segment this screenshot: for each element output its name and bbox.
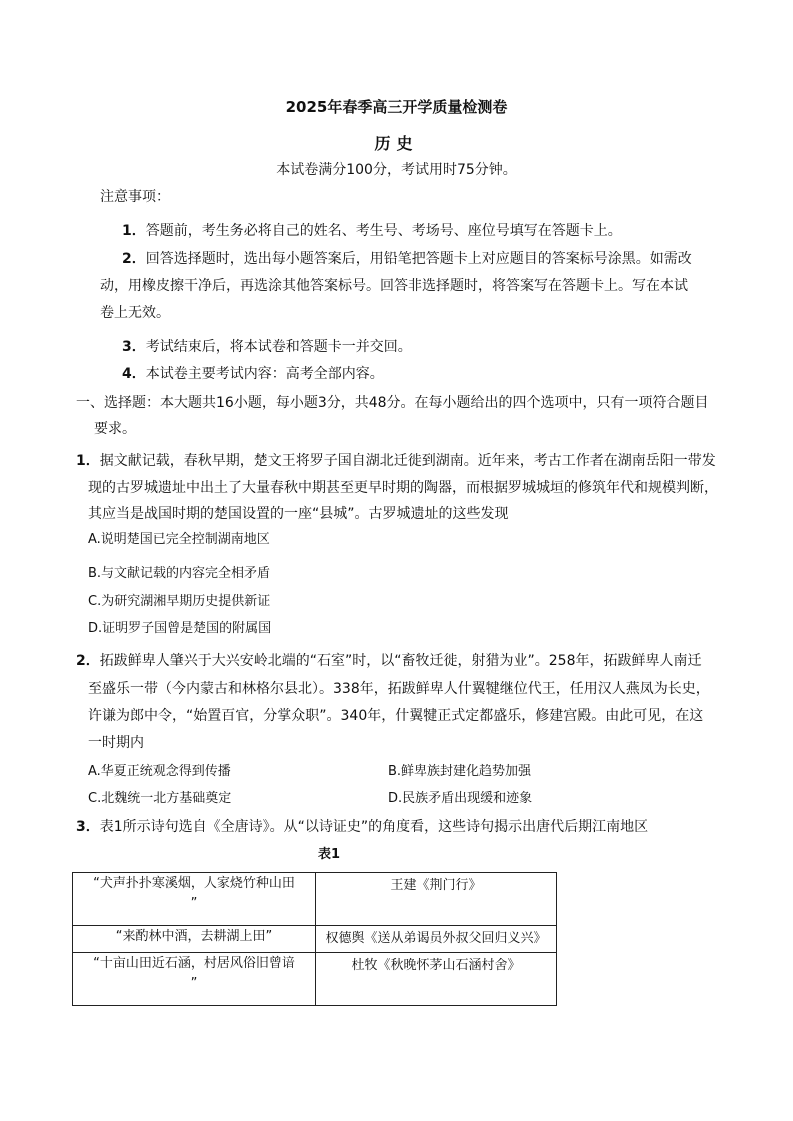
table-row — [73, 873, 557, 926]
section-heading: 一、选择题：本大题共16小题，每小题3分，共48分。在每小题给出的四个选项中，只有一项符合题目 — [76, 395, 709, 411]
question-1-line-2: 现的古罗城遗址中出土了大量春秋中期甚至更早时期的陶器，而根据罗城城垣的修筑年代和规模判断， — [88, 480, 718, 496]
notice-heading: 注意事项： — [100, 189, 170, 205]
question-1 — [76, 451, 716, 471]
poem-cell: “十亩山田近石涵，村居风俗旧曾谙 ” — [73, 953, 316, 1006]
notice-item-number: 3． — [122, 339, 146, 355]
poem-cell: “犬声扑扑寒溪烟，人家烧竹种山田 ” — [73, 873, 316, 926]
notice-item-1 — [122, 221, 622, 241]
table-row — [73, 953, 557, 1006]
question-1-line-3: 其应当是战国时期的楚国设置的一座“县城”。古罗城遗址的这些发现 — [88, 506, 509, 522]
q2-option-a[interactable]: A.华夏正统观念得到传播 — [88, 764, 231, 779]
notice-item-2-line-2: 动，用橡皮擦干净后，再选涂其他答案标号。回答非选择题时，将答案写在答题卡上。写在本试 — [100, 278, 688, 294]
source-cell: 权德舆《送从弟谒员外叔父回归义兴》 — [316, 926, 557, 953]
section-heading-line-2: 要求。 — [94, 421, 136, 437]
source-cell: 杜牧《秋晚怀茅山石涵村舍》 — [316, 953, 557, 1006]
question-text: 拓跋鲜卑人肇兴于大兴安岭北端的“石室”时，以“畜牧迁徙，射猎为业”。258年，拓跋鲜卑人南迁 — [99, 653, 702, 669]
notice-item-2-line-3: 卷上无效。 — [100, 305, 170, 321]
question-3 — [76, 817, 648, 837]
q1-option-c[interactable]: C.为研究湖湘早期历史提供新证 — [88, 594, 271, 609]
score-info: 本试卷满分100分，考试用时75分钟。 — [276, 162, 517, 178]
notice-item-number: 1． — [122, 223, 146, 239]
q2-option-d[interactable]: D.民族矛盾出现缓和迹象 — [388, 791, 533, 806]
notice-item-4 — [122, 364, 384, 384]
q1-option-d[interactable]: D.证明罗子国曾是楚国的附属国 — [88, 621, 272, 636]
question-number: 1． — [76, 453, 100, 469]
question-text: 据文献记载，春秋早期，楚文王将罗子国自湖北迁徙到湖南。近年来，考古工作者在湖南岳阳一带发 — [99, 453, 716, 469]
question-2-line-4: 一时期内 — [88, 735, 144, 751]
question-number: 3． — [76, 819, 100, 835]
source-cell: 王建《荆门行》 — [316, 873, 557, 926]
notice-item-text: 答题前，考生务必将自己的姓名、考生号、考场号、座位号填写在答题卡上。 — [145, 223, 622, 239]
notice-item-number: 4． — [122, 366, 146, 382]
poem-table — [72, 872, 557, 1006]
poem-cell: “来酌林中酒，去耕湖上田” — [73, 926, 316, 953]
question-2 — [76, 651, 701, 671]
q1-option-b[interactable]: B.与文献记载的内容完全相矛盾 — [88, 566, 271, 581]
question-2-line-2: 至盛乐一带（今内蒙古和林格尔县北）。338年，拓跋鲜卑人什翼犍继位代王，任用汉人燕凤为长史， — [88, 681, 710, 697]
q1-option-a[interactable]: A.说明楚国已完全控制湖南地区 — [88, 532, 270, 547]
notice-item-2 — [122, 249, 692, 269]
table-row — [73, 926, 557, 953]
subject-title: 历史 — [374, 134, 419, 153]
q2-option-b[interactable]: B.鲜卑族封建化趋势加强 — [388, 764, 532, 779]
question-text: 表1所示诗句选自《全唐诗》。从“以诗证史”的角度看，这些诗句揭示出唐代后期江南地区 — [99, 819, 649, 835]
notice-item-number: 2． — [122, 251, 146, 267]
question-number: 2． — [76, 653, 100, 669]
exam-title: 2025年春季高三开学质量检测卷 — [285, 98, 508, 116]
table-caption: 表1 — [318, 847, 341, 862]
question-2-line-3: 许谦为郎中令，“始置百官，分掌众职”。340年，什翼犍正式定都盛乐，修建宫殿。由此可见，在这 — [88, 708, 704, 724]
q2-option-c[interactable]: C.北魏统一北方基础奠定 — [88, 791, 232, 806]
notice-item-text: 本试卷主要考试内容：高考全部内容。 — [145, 366, 384, 382]
notice-item-text: 考试结束后，将本试卷和答题卡一并交回。 — [145, 339, 412, 355]
notice-item-3 — [122, 337, 412, 357]
notice-item-text: 回答选择题时，选出每小题答案后，用铅笔把答题卡上对应题目的答案标号涂黑。如需改 — [145, 251, 692, 267]
